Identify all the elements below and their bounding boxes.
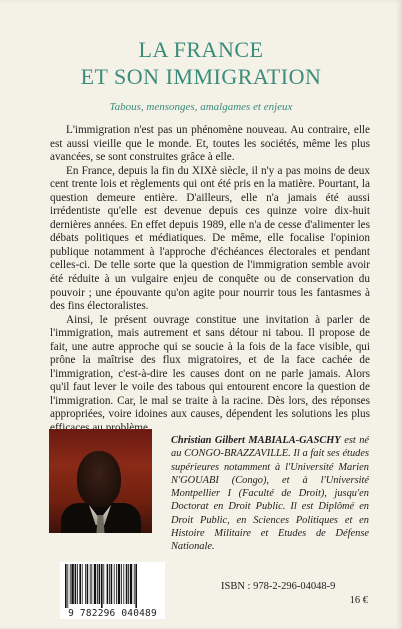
barcode-bar: [135, 564, 137, 608]
barcode-bar: [123, 564, 124, 604]
barcode-digits: 9 782296 040489: [60, 608, 165, 619]
barcode-bar: [116, 564, 117, 604]
author-bio-text: est né au CONGO-BRAZZAVILLE. Il a fait ses études supérieures notamment à l'Université Marien N'GOUABI (Congo), et à l'Université Montpellier I (Faculté de Droit), jusqu'en Doctorat en Droit Public. Il est Diplômé en Droit Public, en Sciences Politiques et en Histoire Militaire et Etudes de Défense Nationale.: [171, 435, 370, 553]
barcode-bar: [126, 564, 128, 604]
barcode-bar: [70, 564, 71, 604]
barcode-bar: [118, 564, 120, 604]
barcode-bar: [79, 564, 81, 604]
barcode-bar: [91, 564, 92, 604]
barcode-bar: [94, 564, 96, 604]
barcode-bar: [90, 564, 91, 604]
blurb-paragraph: En France, depuis la fin du XIXè siècle, il n'y a pas moins de deux cent trente lois et règlements qui ont été pris en la matière. Pourtant, la question demeure entière. D'ailleurs, elle n'a jamais été aussi irrédentiste qu'elle est devenue depuis ces quinze voire dix-huit dernières années. En effet depuis 1989, elle n'a de cesse d'alimenter les débats politiques et médiatiques. De même, elle focalise l'opinion publique notamment à l'approche d'échéances électorales et pendant celles-ci. De telle sorte que la question de l'immigration semble avoir été réduite à un vulgaire enjeu de conquête ou de conservation du pouvoir ; une épouvante qu'on agite pour nourrir tous les fantasmes à des fins électoralistes.: [50, 164, 370, 313]
barcode-bar: [85, 564, 86, 604]
book-title-line-1: LA FRANCE: [138, 37, 264, 62]
blurb-paragraph: L'immigration n'est pas un phénomène nouveau. Au contraire, elle est aussi vieille que le monde. Et, toutes les sociétés, même les plus avancées, se sont construites grâce à elle.: [50, 124, 370, 164]
barcode-bar: [109, 564, 110, 604]
book-title-line-2: ET SON IMMIGRATION: [80, 64, 322, 89]
blurb: [50, 124, 370, 436]
barcode-bar: [77, 564, 78, 604]
author-bio: [171, 434, 369, 554]
barcode-bar: [99, 564, 101, 604]
barcode-bars: [60, 562, 165, 608]
barcode: [60, 562, 165, 614]
barcode-bar: [82, 564, 83, 604]
barcode-bar: [111, 564, 113, 604]
author-photo: [49, 429, 152, 533]
author-name: Christian Gilbert MABIALA-GASCHY: [171, 435, 341, 446]
barcode-bar: [121, 564, 122, 604]
barcode-bar: [67, 564, 68, 608]
book-subtitle: Tabous, mensonges, amalgames et enjeux: [109, 101, 293, 113]
barcode-bar: [130, 564, 132, 604]
blurb-paragraph: Ainsi, le présent ouvrage constitue une invitation à parler de l'immigration, mais autrement et sans détour ni tabou. Il propose de fait, une autre approche qui se soucie à la fois de la face visible, qui prône la maîtrise des flux migratoires, et de la face cachée de l'immigration, c'est-à-dire les causes dont on ne parle jamais. Alors qu'il faut lever le voile des tabous qui entourent encore la question de l'immigration. Car, le mal se traite à la racine. Dès lors, des réponses appropriées, voire idoines aux causes, dépendent les solutions les plus: [50, 313, 370, 421]
barcode-bar: [114, 564, 115, 604]
barcode-bar: [87, 564, 89, 604]
isbn: ISBN : 978-2-296-04048-9: [221, 581, 336, 592]
barcode-bar: [103, 564, 104, 604]
barcode-bar: [101, 564, 103, 608]
price: 16 €: [349, 595, 368, 606]
barcode-bar: [107, 564, 109, 604]
barcode-bar: [71, 564, 73, 604]
barcode-bar: [128, 564, 129, 604]
barcode-bar: [134, 564, 135, 604]
barcode-bar: [65, 564, 67, 608]
barcode-bar: [97, 564, 98, 604]
barcode-bar: [75, 564, 77, 604]
photo-head: [77, 451, 121, 507]
